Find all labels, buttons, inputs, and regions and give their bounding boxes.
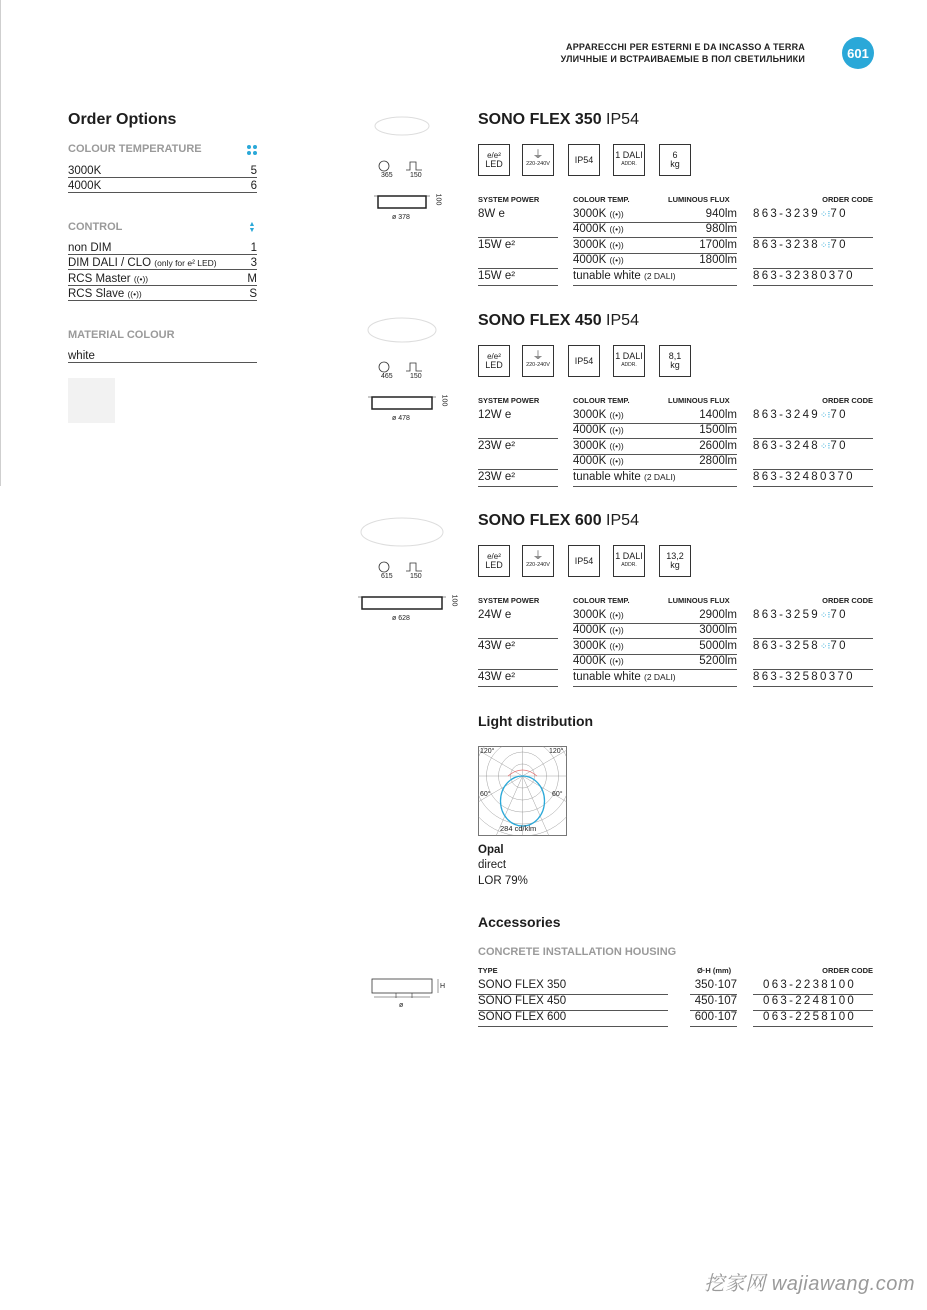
system-power: 43W e² (478, 640, 516, 652)
install-icons (376, 360, 436, 374)
control-row[interactable] (68, 270, 257, 286)
row-divider (573, 438, 737, 439)
recess-depth: 150 (410, 373, 422, 380)
product-ip: IP54 (606, 312, 639, 329)
tunable-white: tunable white (2 DALI) (573, 471, 676, 483)
option-label: RCS Slave (68, 288, 125, 300)
option-code: S (249, 288, 257, 300)
row-divider (573, 423, 737, 424)
row-divider (753, 469, 873, 470)
install-icons (376, 159, 436, 173)
angle-label-ml: 60° (480, 791, 491, 798)
row-divider (478, 638, 558, 639)
th-luminous-flux: LUMINOUS FLUX (668, 396, 730, 405)
control-heading: CONTROL (68, 221, 123, 233)
row-divider (573, 285, 737, 286)
row-divider (753, 285, 873, 286)
dali-icon: 1 DALI ADDR. (613, 144, 645, 176)
order-code[interactable]: 863-32380370 (753, 270, 855, 282)
order-code[interactable]: 863-3238⁘⁝70 (753, 239, 848, 251)
housing-diameter-label: ø (399, 1002, 404, 1009)
cutout-size: 465 (381, 373, 393, 380)
material-colour-row[interactable] (68, 347, 257, 363)
distribution-type: direct (478, 859, 507, 871)
wireless-icon: ((•)) (609, 425, 624, 435)
header-title-it: APPARECCHI PER ESTERNI E DA INCASSO A TERRA (566, 42, 805, 52)
wireless-icon: ((•)) (609, 456, 624, 466)
recess-depth: 150 (410, 573, 422, 580)
colour-temp: 3000K ((•)) (573, 440, 624, 452)
option-label: white (68, 350, 95, 362)
luminous-flux: 3000lm (699, 624, 737, 636)
order-code[interactable]: 863-3248⁘⁝70 (753, 440, 848, 452)
product-diameter: ø 378 (392, 214, 410, 221)
colour-temp: 3000K ((•)) (573, 609, 624, 621)
wireless-icon: ((•)) (609, 441, 624, 451)
row-divider (753, 237, 873, 238)
luminous-flux: 2600lm (699, 440, 737, 452)
th-system-power: SYSTEM POWER (478, 396, 540, 405)
luminous-flux: 2900lm (699, 609, 737, 621)
luminous-flux: 1800lm (699, 254, 737, 266)
colour-temp: 3000K ((•)) (573, 208, 624, 220)
cutout-size: 365 (381, 172, 393, 179)
product-diameter: ø 628 (392, 615, 410, 622)
luminous-flux: 980lm (705, 223, 737, 235)
row-divider (573, 454, 737, 455)
option-label: RCS Master (68, 273, 131, 285)
system-power: 15W e² (478, 239, 516, 251)
product-height: 100 (450, 594, 458, 607)
order-options-title: Order Options (68, 111, 177, 128)
wireless-icon: ((•)) (609, 641, 624, 651)
option-code: 5 (250, 165, 257, 177)
accessory-order-code[interactable]: 063-2258100 (763, 1011, 857, 1023)
product-ip: IP54 (606, 111, 639, 128)
wireless-icon: ((•)) (609, 224, 624, 234)
row-divider (478, 237, 558, 238)
luminous-flux: 1400lm (699, 409, 737, 421)
acc-header-type: TYPE (478, 966, 498, 975)
row-divider (690, 1026, 737, 1027)
accessory-type: SONO FLEX 450 (478, 995, 567, 1007)
th-colour-temp: COLOUR TEMP. (573, 596, 630, 605)
ip-rating-icon: IP54 (568, 545, 600, 577)
watermark: 挖家网 wajiawang.com (704, 1273, 915, 1295)
control-row[interactable] (68, 239, 257, 255)
product-name: SONO FLEX 450 (478, 312, 602, 329)
product-height: 100 (434, 193, 442, 206)
colour-temp: 4000K ((•)) (573, 624, 624, 636)
led-type-icon: e/e² LED (478, 345, 510, 377)
option-note: (only for e² LED) (154, 258, 217, 268)
accessory-dims: 450·107 (694, 995, 737, 1007)
colour-temp: 3000K ((•)) (573, 640, 624, 652)
row-divider (573, 253, 737, 254)
product-side-view-drawing (374, 194, 430, 212)
acc-header-dims: Ø·H (mm) (697, 966, 732, 975)
ip-rating-icon: IP54 (568, 345, 600, 377)
weight-icon: 8,1 kg (659, 345, 691, 377)
accessory-type: SONO FLEX 600 (478, 1011, 567, 1023)
control-row[interactable] (68, 285, 257, 301)
option-code: 6 (250, 180, 257, 192)
weight-icon: 6 kg (659, 144, 691, 176)
product-diameter: ø 478 (392, 415, 410, 422)
intensity-label: 284 cd/klm (500, 824, 537, 833)
luminous-flux: 2800lm (699, 455, 737, 467)
accessory-dims: 350·107 (694, 979, 737, 991)
tunable-white: tunable white (2 DALI) (573, 270, 676, 282)
row-divider (478, 486, 558, 487)
power-supply-icon: ⏚ 220-240V (522, 345, 554, 377)
th-colour-temp: COLOUR TEMP. (573, 396, 630, 405)
up-down-arrows-icon: ▲ ▼ (248, 221, 256, 234)
row-divider (478, 669, 558, 670)
accessory-subtitle: CONCRETE INSTALLATION HOUSING (478, 946, 677, 958)
wireless-icon: ((•)) (609, 610, 624, 620)
row-divider (478, 686, 558, 687)
wireless-icon: ((•)) (609, 410, 624, 420)
accessories-title: Accessories (478, 914, 561, 930)
luminous-flux: 5200lm (699, 655, 737, 667)
accessory-order-code[interactable]: 063-2238100 (763, 979, 857, 991)
row-divider (753, 268, 873, 269)
option-label: 3000K (68, 165, 102, 177)
system-power: 12W e (478, 409, 512, 421)
product-side-view-drawing (358, 595, 446, 613)
system-power: 23W e² (478, 471, 516, 483)
angle-label-tr: 120° (549, 748, 564, 755)
option-code: M (247, 273, 257, 285)
accessory-type: SONO FLEX 350 (478, 979, 567, 991)
ip-rating-icon: IP54 (568, 144, 600, 176)
angle-label-mr: 60° (552, 791, 563, 798)
control-row[interactable] (68, 254, 257, 270)
th-order-code: ORDER CODE (822, 596, 873, 605)
row-divider (573, 222, 737, 223)
colour-temp: 3000K ((•)) (573, 239, 624, 251)
row-divider (573, 469, 737, 470)
product-title (478, 512, 639, 530)
product-name: SONO FLEX 600 (478, 512, 602, 529)
led-type-icon: e/e² LED (478, 144, 510, 176)
luminous-flux: 1500lm (699, 424, 737, 436)
luminous-flux: 1700lm (699, 239, 737, 251)
row-divider (478, 285, 558, 286)
option-code: 1 (250, 242, 257, 254)
product-top-view-drawing (366, 315, 438, 345)
th-luminous-flux: LUMINOUS FLUX (668, 195, 730, 204)
colour-temperature-heading: COLOUR TEMPERATURE (68, 143, 202, 155)
row-divider (573, 268, 737, 269)
luminous-flux: 940lm (705, 208, 737, 220)
install-icons (376, 560, 436, 574)
option-label: DIM DALI / CLO (68, 257, 152, 269)
row-divider (573, 623, 737, 624)
material-colour-swatch (68, 378, 115, 423)
system-power: 24W e (478, 609, 512, 621)
material-colour-heading: MATERIAL COLOUR (68, 329, 175, 341)
th-system-power: SYSTEM POWER (478, 195, 540, 204)
th-colour-temp: COLOUR TEMP. (573, 195, 630, 204)
row-divider (573, 669, 737, 670)
weight-icon: 13,2 kg (659, 545, 691, 577)
colour-temp: 3000K ((•)) (573, 409, 624, 421)
product-side-view-drawing (368, 395, 436, 413)
wireless-icon: ((•)) (133, 274, 149, 284)
product-ip: IP54 (606, 512, 639, 529)
system-power: 43W e² (478, 671, 516, 683)
housing-height-label: H (440, 983, 446, 990)
option-label: 4000K (68, 180, 102, 192)
led-type-icon: e/e² LED (478, 545, 510, 577)
option-code: 3 (250, 257, 257, 269)
row-divider (478, 438, 558, 439)
row-divider (753, 1026, 873, 1027)
recess-depth: 150 (410, 172, 422, 179)
accessory-dims: 600·107 (694, 1011, 737, 1023)
wireless-icon: ((•)) (609, 625, 624, 635)
product-name: SONO FLEX 350 (478, 111, 602, 128)
dali-icon: 1 DALI ADDR. (613, 545, 645, 577)
power-supply-icon: ⏚ 220-240V (522, 545, 554, 577)
colour-temp: 4000K ((•)) (573, 254, 624, 266)
order-code[interactable]: 863-3259⁘⁝70 (753, 609, 848, 621)
order-code[interactable]: 863-32480370 (753, 471, 855, 483)
colour-temp: 4000K ((•)) (573, 223, 624, 235)
colour-temp-row[interactable] (68, 162, 257, 178)
page-edge-line (0, 0, 1, 486)
row-divider (573, 486, 737, 487)
acc-header-code: ORDER CODE (822, 966, 873, 975)
order-code[interactable]: 863-3239⁘⁝70 (753, 208, 848, 220)
colour-temp: 4000K ((•)) (573, 455, 624, 467)
angle-label-tl: 120° (480, 748, 495, 755)
product-top-view-drawing (359, 515, 445, 549)
system-power: 23W e² (478, 440, 516, 452)
system-power: 8W e (478, 208, 505, 220)
row-divider (753, 638, 873, 639)
order-code[interactable]: 863-3249⁘⁝70 (753, 409, 848, 421)
th-order-code: ORDER CODE (822, 195, 873, 204)
th-luminous-flux: LUMINOUS FLUX (668, 596, 730, 605)
row-divider (573, 237, 737, 238)
wireless-icon: ((•)) (609, 240, 624, 250)
dali-icon: 1 DALI ADDR. (613, 345, 645, 377)
wireless-icon: ((•)) (609, 656, 624, 666)
row-divider (753, 669, 873, 670)
th-system-power: SYSTEM POWER (478, 596, 540, 605)
accessory-order-code[interactable]: 063-2248100 (763, 995, 857, 1007)
diffuser-label: Opal (478, 844, 504, 856)
product-top-view-drawing (373, 114, 431, 138)
row-divider (753, 486, 873, 487)
colour-temp-row[interactable] (68, 177, 257, 193)
th-order-code: ORDER CODE (822, 396, 873, 405)
system-power: 15W e² (478, 270, 516, 282)
wireless-icon: ((•)) (609, 209, 624, 219)
product-title (478, 312, 639, 330)
row-divider (573, 654, 737, 655)
product-title (478, 111, 639, 129)
order-code[interactable]: 863-3258⁘⁝70 (753, 640, 848, 652)
row-divider (573, 686, 737, 687)
order-code[interactable]: 863-32580370 (753, 671, 855, 683)
colour-temp: 4000K ((•)) (573, 655, 624, 667)
tunable-white: tunable white (2 DALI) (573, 671, 676, 683)
product-height: 100 (440, 394, 448, 407)
row-divider (478, 469, 558, 470)
housing-drawing (368, 975, 448, 1015)
wireless-icon: ((•)) (609, 255, 624, 265)
lor-value: LOR 79% (478, 875, 528, 887)
page-number-badge: 601 (842, 37, 874, 69)
colour-temp: 4000K ((•)) (573, 424, 624, 436)
option-label: non DIM (68, 242, 112, 254)
light-distribution-title: Light distribution (478, 713, 594, 729)
cutout-size: 615 (381, 573, 393, 580)
colour-temperature-icon (247, 145, 257, 155)
row-divider (478, 1026, 668, 1027)
row-divider (573, 638, 737, 639)
luminous-flux: 5000lm (699, 640, 737, 652)
row-divider (753, 686, 873, 687)
row-divider (478, 268, 558, 269)
power-supply-icon: ⏚ 220-240V (522, 144, 554, 176)
header-title-ru: УЛИЧНЫЕ И ВСТРАИВАЕМЫЕ В ПОЛ СВЕТИЛЬНИКИ (560, 54, 805, 64)
wireless-icon: ((•)) (127, 289, 142, 299)
row-divider (753, 438, 873, 439)
